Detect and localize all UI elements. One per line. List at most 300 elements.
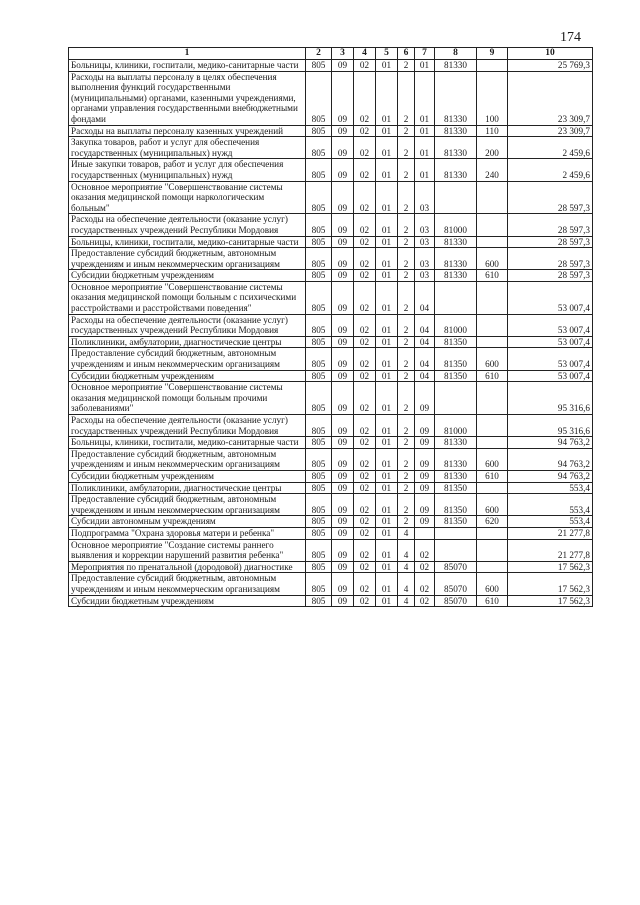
cell-expense-type-code: 600 [477, 248, 508, 270]
cell-section-code: 09 [332, 470, 354, 482]
cell-ministry-code: 805 [306, 527, 332, 539]
cell-subsection-code: 02 [354, 60, 376, 72]
cell-section-code: 09 [332, 248, 354, 270]
header-cell: 2 [306, 48, 332, 60]
row-description: Поликлиники, амбулатории, диагностические центры [69, 336, 306, 348]
cell-expense-type-code [477, 236, 508, 248]
cell-ministry-code: 805 [306, 448, 332, 470]
cell-activity-code: 03 [415, 214, 435, 236]
cell-expense-type-code: 100 [477, 71, 508, 125]
cell-subsection-code: 02 [354, 539, 376, 561]
cell-expense-type-code [477, 214, 508, 236]
cell-ministry-code: 805 [306, 348, 332, 370]
cell-subprogram-code: 2 [398, 494, 415, 516]
cell-subsection-code: 02 [354, 527, 376, 539]
cell-subprogram-code: 4 [398, 595, 415, 607]
cell-program-code: 01 [376, 482, 398, 494]
cell-activity-code: 04 [415, 281, 435, 314]
cell-program-code: 01 [376, 494, 398, 516]
row-amount: 95 316,6 [508, 415, 593, 437]
cell-activity-code: 03 [415, 270, 435, 282]
header-cell: 7 [415, 48, 435, 60]
cell-ministry-code: 805 [306, 71, 332, 125]
header-cell: 8 [435, 48, 477, 60]
row-description: Расходы на обеспечение деятельности (оказание услуг) государственных учреждений Республики Мордовия [69, 214, 306, 236]
table-row [69, 573, 593, 595]
table-row [69, 382, 593, 415]
cell-program-code: 01 [376, 270, 398, 282]
cell-program-code: 01 [376, 181, 398, 214]
cell-activity-code: 01 [415, 159, 435, 181]
cell-subprogram-code: 2 [398, 516, 415, 528]
cell-section-code: 09 [332, 314, 354, 336]
header-cell: 5 [376, 48, 398, 60]
cell-section-code: 09 [332, 137, 354, 159]
cell-section-code: 09 [332, 348, 354, 370]
cell-subsection-code: 02 [354, 382, 376, 415]
cell-section-code: 09 [332, 482, 354, 494]
cell-ministry-code: 805 [306, 437, 332, 449]
cell-program-code: 01 [376, 214, 398, 236]
cell-section-code: 09 [332, 270, 354, 282]
cell-subprogram-code: 4 [398, 573, 415, 595]
row-amount: 95 316,6 [508, 382, 593, 415]
table-row [69, 236, 593, 248]
table-row [69, 482, 593, 494]
cell-target-code: 85070 [435, 595, 477, 607]
table-row [69, 248, 593, 270]
cell-subsection-code: 02 [354, 214, 376, 236]
cell-subsection-code: 02 [354, 470, 376, 482]
table-row [69, 125, 593, 137]
cell-expense-type-code [477, 539, 508, 561]
cell-expense-type-code: 600 [477, 573, 508, 595]
cell-target-code: 81330 [435, 125, 477, 137]
row-description: Субсидии бюджетным учреждениям [69, 270, 306, 282]
cell-section-code: 09 [332, 159, 354, 181]
cell-subsection-code: 02 [354, 370, 376, 382]
cell-subprogram-code: 2 [398, 236, 415, 248]
cell-activity-code: 02 [415, 561, 435, 573]
cell-ministry-code: 805 [306, 60, 332, 72]
row-description: Основное мероприятие "Совершенствование системы оказания медицинской помощи наркологическим больным" [69, 181, 306, 214]
cell-section-code: 09 [332, 382, 354, 415]
cell-ministry-code: 805 [306, 516, 332, 528]
row-amount: 28 597,3 [508, 181, 593, 214]
table-row [69, 539, 593, 561]
cell-target-code [435, 181, 477, 214]
row-amount: 21 277,8 [508, 527, 593, 539]
cell-section-code: 09 [332, 336, 354, 348]
row-description: Закупка товаров, работ и услуг для обеспечения государственных (муниципальных) нужд [69, 137, 306, 159]
cell-target-code: 81000 [435, 415, 477, 437]
cell-target-code [435, 281, 477, 314]
cell-ministry-code: 805 [306, 248, 332, 270]
cell-subprogram-code: 4 [398, 539, 415, 561]
cell-activity-code: 09 [415, 482, 435, 494]
cell-program-code: 01 [376, 448, 398, 470]
cell-target-code: 81350 [435, 494, 477, 516]
cell-section-code: 09 [332, 448, 354, 470]
row-amount: 17 562,3 [508, 561, 593, 573]
row-amount: 28 597,3 [508, 214, 593, 236]
cell-target-code: 81330 [435, 137, 477, 159]
cell-activity-code [415, 527, 435, 539]
cell-section-code: 09 [332, 561, 354, 573]
cell-subsection-code: 02 [354, 482, 376, 494]
cell-subprogram-code: 2 [398, 470, 415, 482]
cell-program-code: 01 [376, 370, 398, 382]
cell-subprogram-code: 2 [398, 181, 415, 214]
row-description: Больницы, клиники, госпитали, медико-санитарные части [69, 236, 306, 248]
cell-subprogram-code: 2 [398, 448, 415, 470]
row-description: Подпрограмма "Охрана здоровья матери и ребенка" [69, 527, 306, 539]
cell-ministry-code: 805 [306, 595, 332, 607]
cell-expense-type-code: 600 [477, 348, 508, 370]
row-amount: 25 769,3 [508, 60, 593, 72]
cell-subprogram-code: 2 [398, 125, 415, 137]
cell-subprogram-code: 2 [398, 437, 415, 449]
table-row [69, 448, 593, 470]
cell-program-code: 01 [376, 348, 398, 370]
table-row [69, 281, 593, 314]
cell-program-code: 01 [376, 281, 398, 314]
cell-subsection-code: 02 [354, 336, 376, 348]
row-description: Расходы на выплаты персоналу казенных учреждений [69, 125, 306, 137]
cell-section-code: 09 [332, 539, 354, 561]
cell-program-code: 01 [376, 595, 398, 607]
cell-section-code: 09 [332, 125, 354, 137]
row-description: Поликлиники, амбулатории, диагностические центры [69, 482, 306, 494]
cell-activity-code: 01 [415, 60, 435, 72]
cell-program-code: 01 [376, 71, 398, 125]
cell-subprogram-code: 4 [398, 527, 415, 539]
cell-section-code: 09 [332, 595, 354, 607]
cell-activity-code: 04 [415, 370, 435, 382]
cell-target-code: 81330 [435, 437, 477, 449]
cell-expense-type-code [477, 382, 508, 415]
row-amount: 53 007,4 [508, 348, 593, 370]
cell-activity-code: 09 [415, 470, 435, 482]
row-description: Предоставление субсидий бюджетным, автономным учреждениям и иным некоммерческим организациям [69, 573, 306, 595]
row-amount: 17 562,3 [508, 573, 593, 595]
table-row [69, 516, 593, 528]
cell-subprogram-code: 2 [398, 382, 415, 415]
cell-ministry-code: 805 [306, 470, 332, 482]
cell-target-code: 81330 [435, 248, 477, 270]
cell-activity-code: 02 [415, 595, 435, 607]
table-row [69, 494, 593, 516]
cell-section-code: 09 [332, 214, 354, 236]
cell-subsection-code: 02 [354, 448, 376, 470]
header-cell: 10 [508, 48, 593, 60]
cell-subprogram-code: 2 [398, 248, 415, 270]
cell-section-code: 09 [332, 60, 354, 72]
cell-section-code: 09 [332, 181, 354, 214]
cell-target-code: 81330 [435, 448, 477, 470]
cell-expense-type-code: 600 [477, 494, 508, 516]
cell-subsection-code: 02 [354, 415, 376, 437]
cell-expense-type-code: 610 [477, 595, 508, 607]
row-amount: 2 459,6 [508, 137, 593, 159]
cell-program-code: 01 [376, 125, 398, 137]
cell-ministry-code: 805 [306, 573, 332, 595]
cell-activity-code: 01 [415, 137, 435, 159]
cell-target-code: 81330 [435, 159, 477, 181]
cell-target-code [435, 539, 477, 561]
cell-program-code: 01 [376, 415, 398, 437]
row-description: Предоставление субсидий бюджетным, автономным учреждениям и иным некоммерческим организациям [69, 494, 306, 516]
cell-program-code: 01 [376, 527, 398, 539]
row-amount: 23 309,7 [508, 71, 593, 125]
table-row [69, 159, 593, 181]
cell-expense-type-code [477, 482, 508, 494]
row-amount: 94 763,2 [508, 470, 593, 482]
row-description: Субсидии автономным учреждениям [69, 516, 306, 528]
cell-ministry-code: 805 [306, 336, 332, 348]
cell-ministry-code: 805 [306, 370, 332, 382]
row-amount: 53 007,4 [508, 314, 593, 336]
cell-expense-type-code [477, 527, 508, 539]
cell-expense-type-code: 240 [477, 159, 508, 181]
cell-activity-code: 09 [415, 494, 435, 516]
cell-subprogram-code: 2 [398, 60, 415, 72]
cell-target-code [435, 527, 477, 539]
cell-program-code: 01 [376, 137, 398, 159]
cell-program-code: 01 [376, 539, 398, 561]
cell-activity-code: 04 [415, 314, 435, 336]
cell-target-code: 81330 [435, 236, 477, 248]
table-row [69, 437, 593, 449]
cell-subsection-code: 02 [354, 270, 376, 282]
row-description: Основное мероприятие "Создание системы раннего выявления и коррекции нарушений развития ребенка" [69, 539, 306, 561]
cell-program-code: 01 [376, 159, 398, 181]
cell-expense-type-code: 110 [477, 125, 508, 137]
cell-target-code: 81000 [435, 214, 477, 236]
row-amount: 553,4 [508, 482, 593, 494]
cell-ministry-code: 805 [306, 415, 332, 437]
cell-program-code: 01 [376, 437, 398, 449]
cell-program-code: 01 [376, 236, 398, 248]
row-amount: 94 763,2 [508, 448, 593, 470]
cell-subprogram-code: 2 [398, 415, 415, 437]
cell-expense-type-code [477, 561, 508, 573]
cell-expense-type-code: 610 [477, 270, 508, 282]
cell-ministry-code: 805 [306, 137, 332, 159]
cell-program-code: 01 [376, 314, 398, 336]
row-description: Расходы на обеспечение деятельности (оказание услуг) государственных учреждений Республики Мордовия [69, 415, 306, 437]
table-row [69, 71, 593, 125]
cell-subsection-code: 02 [354, 125, 376, 137]
row-amount: 553,4 [508, 516, 593, 528]
row-description: Расходы на обеспечение деятельности (оказание услуг) государственных учреждений Республики Мордовия [69, 314, 306, 336]
cell-program-code: 01 [376, 470, 398, 482]
row-amount: 28 597,3 [508, 248, 593, 270]
cell-subsection-code: 02 [354, 314, 376, 336]
budget-table [68, 47, 593, 607]
row-description: Предоставление субсидий бюджетным, автономным учреждениям и иным некоммерческим организациям [69, 348, 306, 370]
cell-target-code: 85070 [435, 573, 477, 595]
cell-target-code: 81330 [435, 270, 477, 282]
cell-activity-code: 02 [415, 539, 435, 561]
row-amount: 28 597,3 [508, 270, 593, 282]
row-description: Субсидии бюджетным учреждениям [69, 470, 306, 482]
cell-activity-code: 03 [415, 248, 435, 270]
cell-ministry-code: 805 [306, 159, 332, 181]
row-amount: 2 459,6 [508, 159, 593, 181]
cell-activity-code: 02 [415, 573, 435, 595]
table-row [69, 60, 593, 72]
cell-target-code: 81350 [435, 336, 477, 348]
cell-section-code: 09 [332, 370, 354, 382]
table-row [69, 270, 593, 282]
cell-activity-code: 01 [415, 125, 435, 137]
cell-activity-code: 09 [415, 437, 435, 449]
cell-target-code: 81350 [435, 348, 477, 370]
row-description: Предоставление субсидий бюджетным, автономным учреждениям и иным некоммерческим организациям [69, 248, 306, 270]
cell-subsection-code: 02 [354, 137, 376, 159]
row-amount: 53 007,4 [508, 336, 593, 348]
cell-section-code: 09 [332, 281, 354, 314]
cell-subsection-code: 02 [354, 281, 376, 314]
table-row [69, 137, 593, 159]
cell-subsection-code: 02 [354, 181, 376, 214]
cell-subprogram-code: 2 [398, 314, 415, 336]
cell-ministry-code: 805 [306, 181, 332, 214]
cell-expense-type-code: 610 [477, 370, 508, 382]
cell-activity-code: 04 [415, 348, 435, 370]
table-row [69, 336, 593, 348]
cell-section-code: 09 [332, 516, 354, 528]
table-row [69, 595, 593, 607]
row-amount: 17 562,3 [508, 595, 593, 607]
cell-expense-type-code [477, 181, 508, 214]
cell-expense-type-code [477, 314, 508, 336]
cell-subsection-code: 02 [354, 159, 376, 181]
cell-program-code: 01 [376, 516, 398, 528]
cell-subprogram-code: 2 [398, 370, 415, 382]
cell-subprogram-code: 2 [398, 336, 415, 348]
cell-section-code: 09 [332, 573, 354, 595]
cell-expense-type-code: 200 [477, 137, 508, 159]
row-description: Основное мероприятие "Совершенствование системы оказания медицинской помощи больным прочими заболеваниями" [69, 382, 306, 415]
cell-ministry-code: 805 [306, 125, 332, 137]
cell-subsection-code: 02 [354, 573, 376, 595]
cell-ministry-code: 805 [306, 539, 332, 561]
row-description: Основное мероприятие "Совершенствование системы оказания медицинской помощи больным с психическими расстройствами и расстройствами поведения" [69, 281, 306, 314]
cell-section-code: 09 [332, 236, 354, 248]
cell-activity-code: 04 [415, 336, 435, 348]
page-number: 174 [560, 30, 581, 45]
cell-activity-code: 09 [415, 382, 435, 415]
row-amount: 23 309,7 [508, 125, 593, 137]
cell-activity-code: 03 [415, 236, 435, 248]
cell-subsection-code: 02 [354, 494, 376, 516]
cell-program-code: 01 [376, 382, 398, 415]
cell-ministry-code: 805 [306, 482, 332, 494]
row-description: Больницы, клиники, госпитали, медико-санитарные части [69, 437, 306, 449]
cell-expense-type-code [477, 60, 508, 72]
table-row [69, 348, 593, 370]
cell-target-code: 81350 [435, 516, 477, 528]
row-amount: 553,4 [508, 494, 593, 516]
cell-expense-type-code [477, 336, 508, 348]
cell-activity-code: 03 [415, 181, 435, 214]
cell-program-code: 01 [376, 60, 398, 72]
cell-subprogram-code: 2 [398, 482, 415, 494]
cell-program-code: 01 [376, 561, 398, 573]
row-amount: 53 007,4 [508, 370, 593, 382]
row-description: Субсидии бюджетным учреждениям [69, 370, 306, 382]
cell-subprogram-code: 2 [398, 348, 415, 370]
cell-target-code: 81350 [435, 482, 477, 494]
cell-subprogram-code: 2 [398, 137, 415, 159]
cell-section-code: 09 [332, 71, 354, 125]
cell-section-code: 09 [332, 494, 354, 516]
cell-program-code: 01 [376, 248, 398, 270]
row-description: Иные закупки товаров, работ и услуг для обеспечения государственных (муниципальных) нужд [69, 159, 306, 181]
table-row [69, 470, 593, 482]
cell-section-code: 09 [332, 527, 354, 539]
cell-subsection-code: 02 [354, 236, 376, 248]
cell-subprogram-code: 2 [398, 159, 415, 181]
row-description: Субсидии бюджетным учреждениям [69, 595, 306, 607]
cell-program-code: 01 [376, 573, 398, 595]
cell-expense-type-code: 600 [477, 448, 508, 470]
cell-ministry-code: 805 [306, 270, 332, 282]
cell-subsection-code: 02 [354, 516, 376, 528]
cell-subprogram-code: 2 [398, 214, 415, 236]
cell-target-code [435, 382, 477, 415]
cell-target-code: 85070 [435, 561, 477, 573]
cell-target-code: 81330 [435, 60, 477, 72]
cell-ministry-code: 805 [306, 382, 332, 415]
table-row [69, 415, 593, 437]
row-description: Предоставление субсидий бюджетным, автономным учреждениям и иным некоммерческим организациям [69, 448, 306, 470]
cell-ministry-code: 805 [306, 236, 332, 248]
header-cell: 1 [69, 48, 306, 60]
cell-subsection-code: 02 [354, 248, 376, 270]
cell-expense-type-code: 610 [477, 470, 508, 482]
cell-activity-code: 09 [415, 448, 435, 470]
cell-target-code: 81330 [435, 470, 477, 482]
cell-subsection-code: 02 [354, 71, 376, 125]
cell-expense-type-code [477, 415, 508, 437]
row-amount: 94 763,2 [508, 437, 593, 449]
row-amount: 28 597,3 [508, 236, 593, 248]
table-body [69, 60, 593, 607]
table-row [69, 527, 593, 539]
header-cell: 9 [477, 48, 508, 60]
cell-ministry-code: 805 [306, 314, 332, 336]
header-cell: 4 [354, 48, 376, 60]
row-amount: 21 277,8 [508, 539, 593, 561]
cell-target-code: 81330 [435, 71, 477, 125]
cell-subprogram-code: 4 [398, 561, 415, 573]
cell-subprogram-code: 2 [398, 281, 415, 314]
table-row [69, 214, 593, 236]
cell-activity-code: 09 [415, 516, 435, 528]
table-row [69, 181, 593, 214]
cell-ministry-code: 805 [306, 561, 332, 573]
cell-subsection-code: 02 [354, 348, 376, 370]
table-row [69, 314, 593, 336]
cell-expense-type-code: 620 [477, 516, 508, 528]
cell-subsection-code: 02 [354, 437, 376, 449]
cell-ministry-code: 805 [306, 281, 332, 314]
row-amount: 53 007,4 [508, 281, 593, 314]
table-row [69, 561, 593, 573]
